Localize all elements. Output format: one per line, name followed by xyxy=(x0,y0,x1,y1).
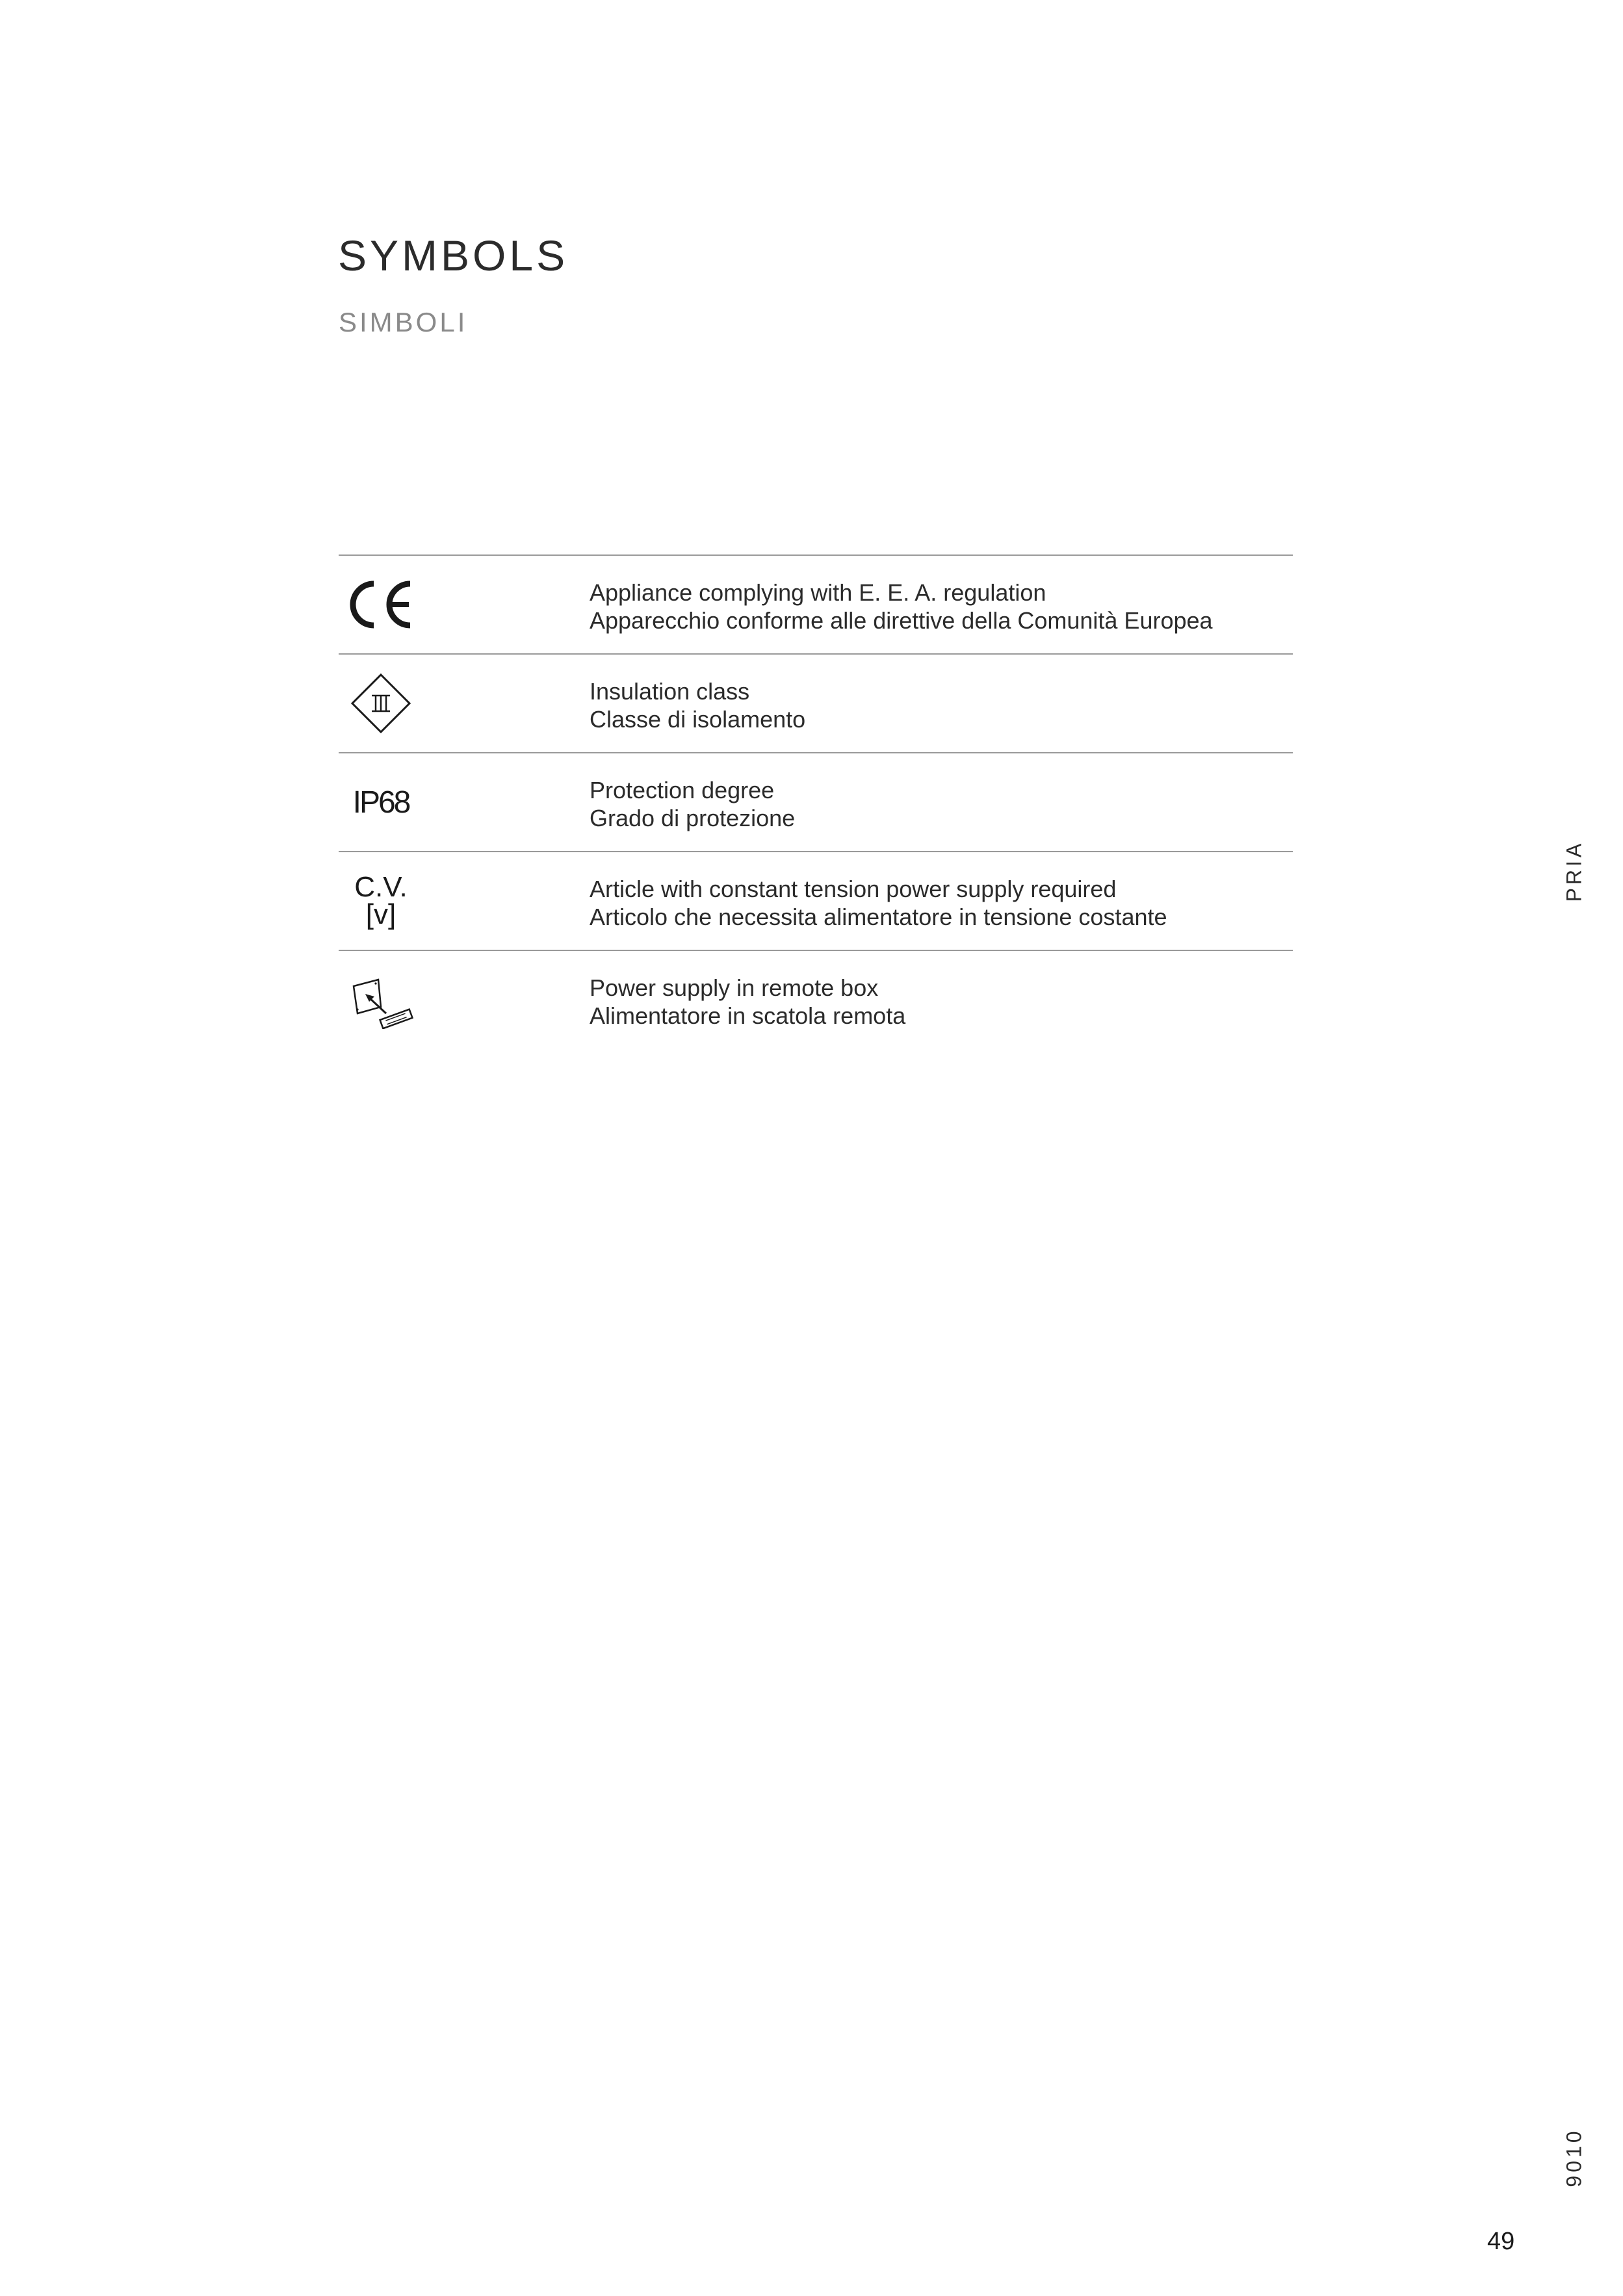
product-code-label: 9010 xyxy=(1562,2128,1586,2187)
description-italian: Alimentatore in scatola remota xyxy=(590,1002,906,1029)
description-english: Insulation class xyxy=(590,678,750,705)
symbols-table xyxy=(339,554,1293,1049)
cv-text: C.V. xyxy=(354,871,408,903)
cv-volt-text: [v] xyxy=(365,898,396,930)
remote-power-supply-icon xyxy=(339,951,423,1049)
cv-symbol xyxy=(339,852,423,950)
ip68-text: IP68 xyxy=(352,785,409,820)
symbol-row-insulation xyxy=(339,655,1293,753)
product-family-label: PRIA xyxy=(1562,840,1586,902)
description-english: Protection degree xyxy=(590,777,775,803)
description-english: Article with constant tension power supply required xyxy=(590,876,1117,902)
page-title: SYMBOLS xyxy=(338,231,569,280)
symbol-row-ip68 xyxy=(339,753,1293,852)
symbol-row-cv xyxy=(339,852,1293,951)
insulation-class-iii-icon xyxy=(339,655,423,752)
page-number: 49 xyxy=(1487,2228,1515,2255)
description-italian: Grado di protezione xyxy=(590,805,796,831)
ce-mark-icon xyxy=(339,556,423,653)
symbol-description xyxy=(590,776,795,832)
description-italian: Articolo che necessita alimentatore in tensione costante xyxy=(590,904,1167,930)
symbol-description xyxy=(590,974,905,1030)
page-subtitle: SIMBOLI xyxy=(339,307,468,337)
description-english: Appliance complying with E. E. A. regulation xyxy=(590,579,1046,606)
description-italian: Apparecchio conforme alle direttive della Comunità Europea xyxy=(590,607,1213,634)
ip68-symbol xyxy=(339,753,423,851)
symbol-description xyxy=(590,579,1213,634)
symbol-description xyxy=(590,677,805,733)
symbol-row-remote-power xyxy=(339,951,1293,1049)
description-italian: Classe di isolamento xyxy=(590,706,806,733)
symbol-description xyxy=(590,875,1167,931)
description-english: Power supply in remote box xyxy=(590,974,879,1001)
symbol-row-ce xyxy=(339,556,1293,655)
